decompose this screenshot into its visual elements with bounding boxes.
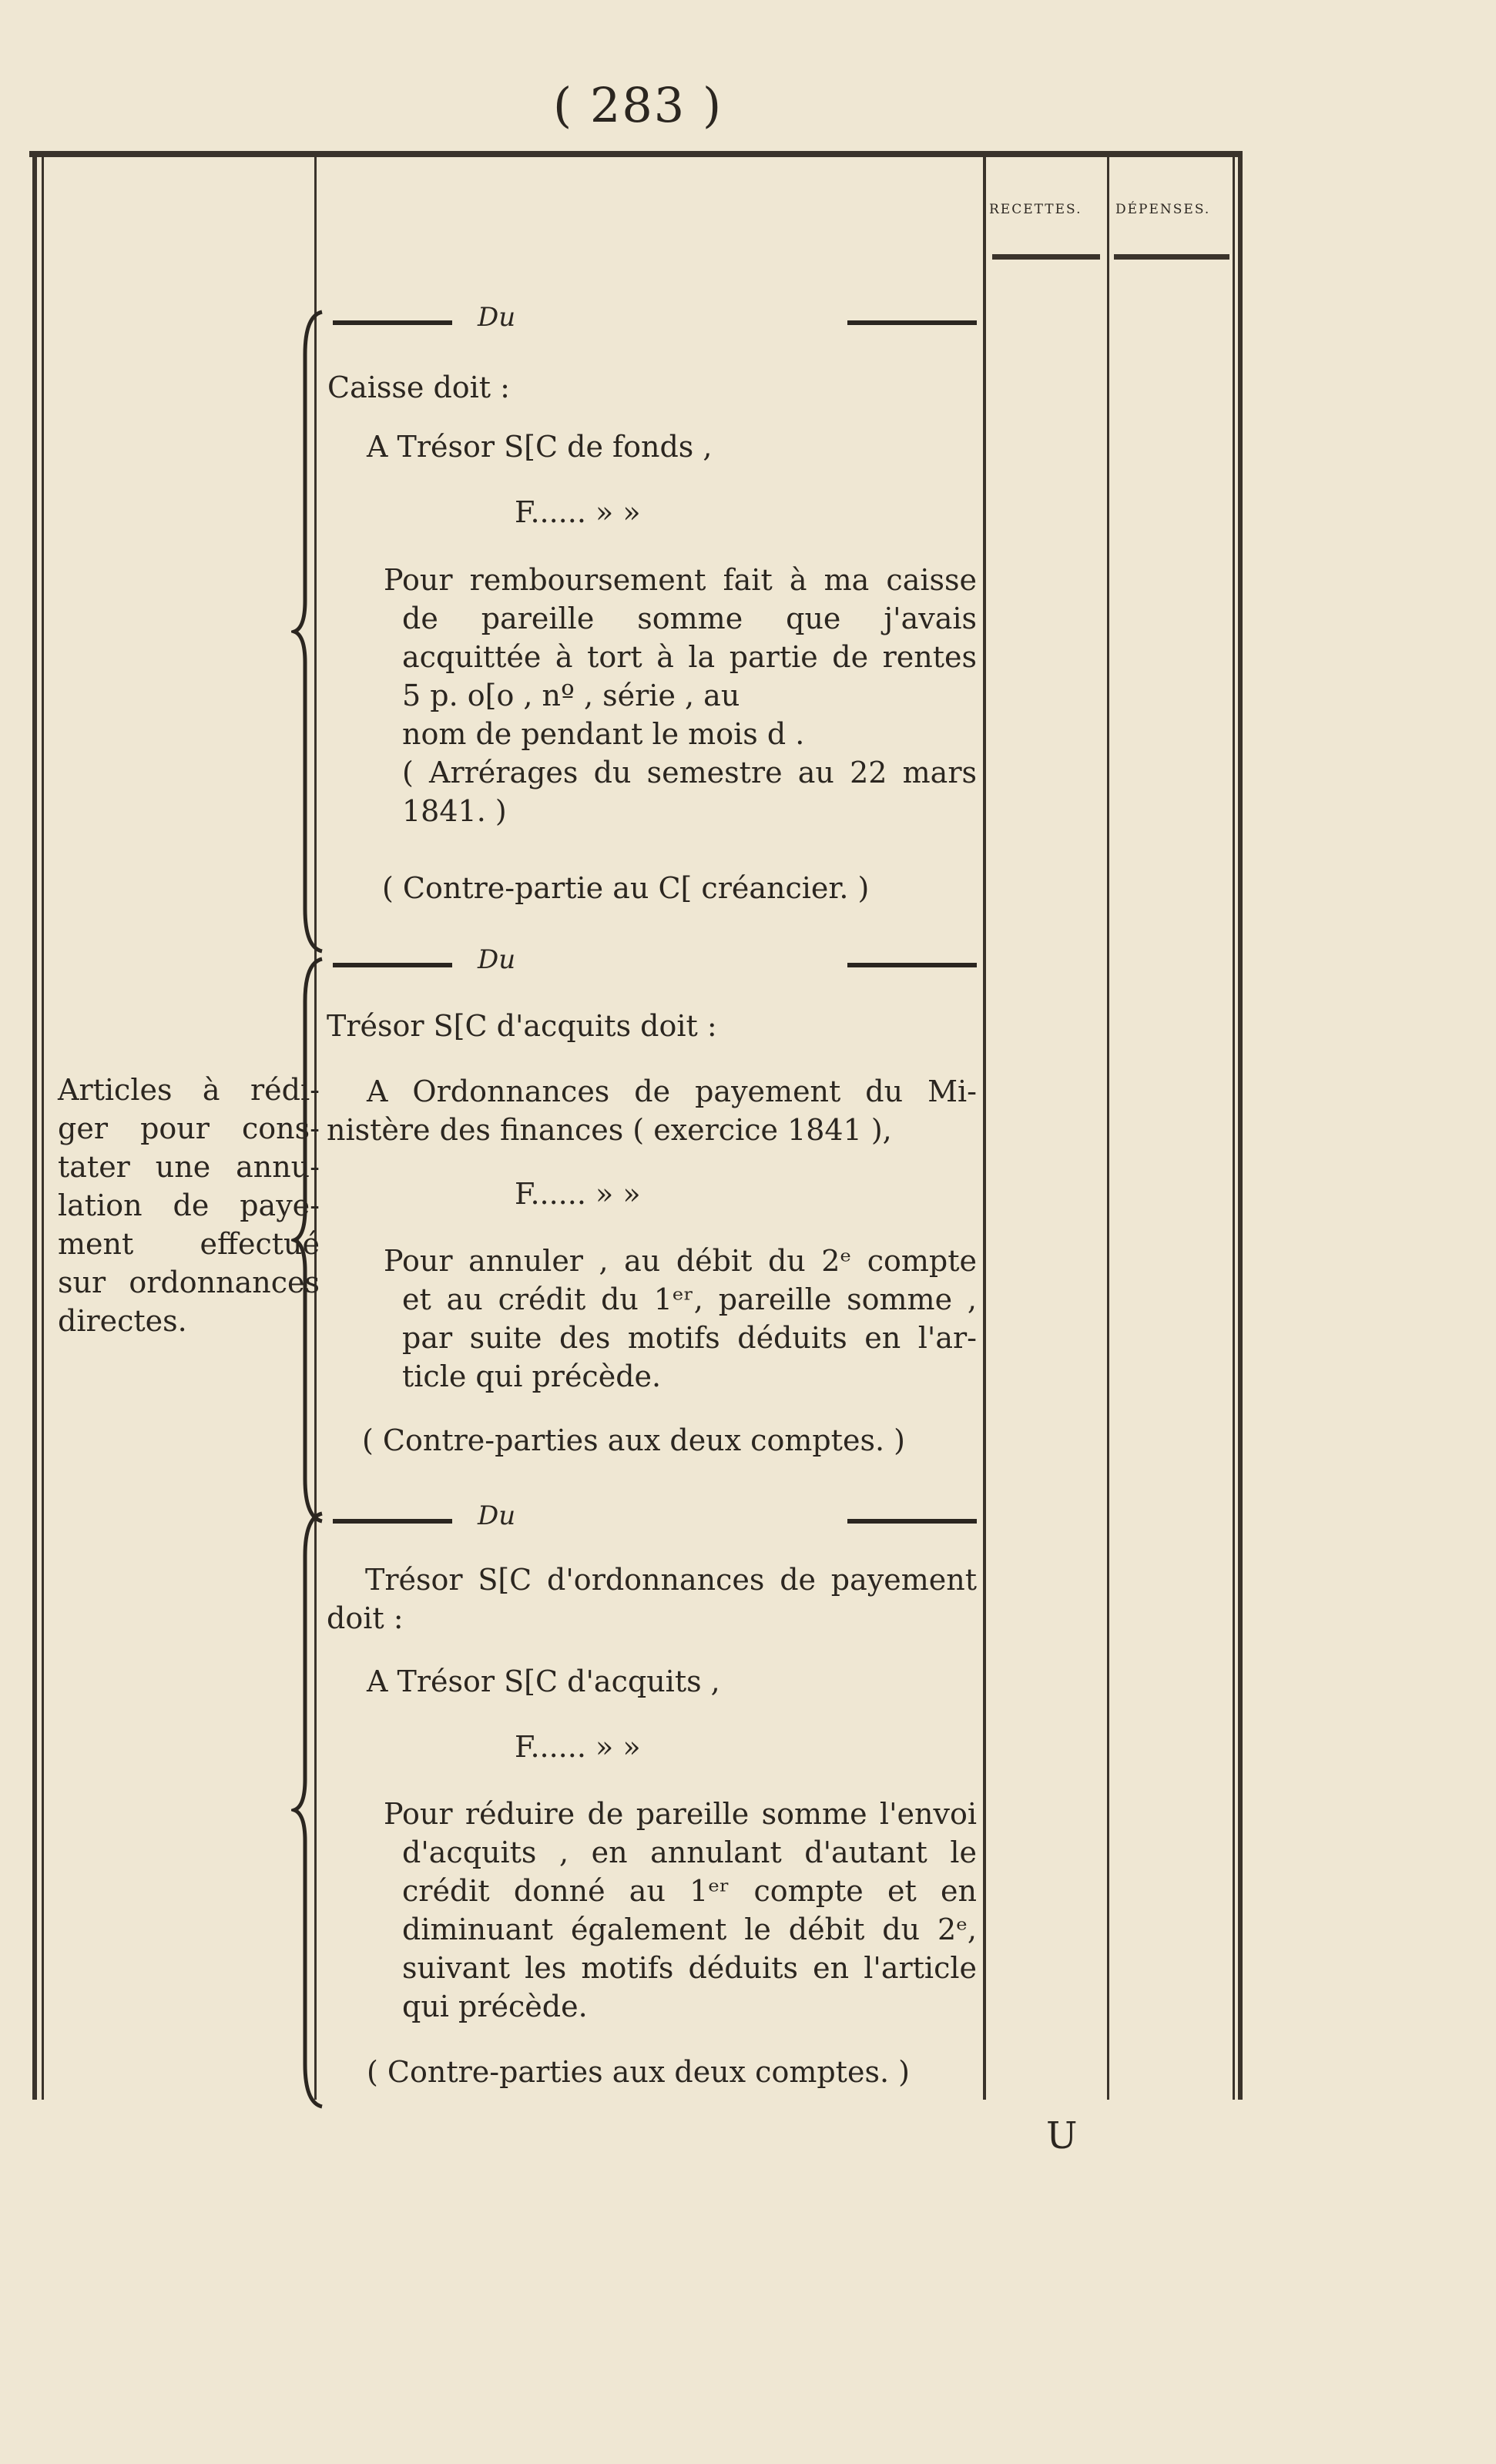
margin-note-line: directes. [58, 1304, 187, 1338]
entry-debtor: Trésor S[C d'acquits doit : [327, 1009, 717, 1043]
margin-note-line: Articles à rédi- [58, 1073, 320, 1107]
explanation-line: Pour annuler , au débit du 2ᵉ compte [384, 1244, 977, 1278]
explanation-line: ( Arrérages du semestre au 22 mars [402, 756, 977, 789]
du-rule-left [333, 963, 452, 967]
entry-counterpart: ( Contre-parties aux deux comptes. ) [367, 2055, 910, 2089]
entry-counterpart: ( Contre-parties aux deux comptes. ) [362, 1423, 905, 1457]
margin-note-line: sur ordonnances [58, 1266, 320, 1299]
du-rule-right [847, 1519, 977, 1524]
du-rule-left [333, 1519, 452, 1524]
entry-creditor-line: nistère des finances ( exercice 1841 ), [327, 1113, 892, 1147]
du-label: Du [478, 302, 516, 333]
entry-debtor: Caisse doit : [327, 370, 510, 404]
right-inner-rule [1233, 151, 1235, 2100]
du-rule-right [847, 320, 977, 325]
explanation-line: qui précède. [402, 1990, 588, 2023]
du-rule-right [847, 963, 977, 967]
explanation-line: acquittée à tort à la partie de rentes [402, 640, 977, 674]
du-label: Du [478, 944, 516, 975]
entry-debtor-line: Trésor S[C d'ordonnances de payement [365, 1563, 977, 1597]
entry-amount: F...... » » [515, 495, 641, 529]
entry-counterpart: ( Contre-partie au C[ créancier. ) [382, 871, 870, 905]
du-rule-left [333, 320, 452, 325]
page-number: ( 283 ) [553, 77, 723, 133]
left-outer-rule [32, 151, 37, 2100]
margin-note-line: lation de paye- [58, 1188, 320, 1222]
left-inner-rule [42, 151, 44, 2100]
du-label: Du [478, 1500, 516, 1531]
margin-note-line: tater une annu- [58, 1150, 320, 1184]
entry-amount: F...... » » [515, 1730, 641, 1764]
depenses-header-underline [1114, 254, 1229, 260]
explanation-line: d'acquits , en annulant d'autant le [402, 1835, 977, 1869]
entry-creditor: A Trésor S[C de fonds , [367, 430, 713, 464]
explanation-line: par suite des motifs déduits en l'ar- [402, 1321, 977, 1355]
margin-note-line: ment effectué [58, 1227, 320, 1261]
right-outer-rule [1238, 151, 1243, 2100]
depenses-header: DÉPENSES. [1115, 202, 1211, 217]
recettes-column-rule [983, 157, 986, 2100]
depenses-column-rule [1107, 157, 1109, 2100]
recettes-header-underline [992, 254, 1100, 260]
explanation-line: 5 p. o[o , nº , série , au [402, 679, 740, 712]
recettes-header: RECETTES. [989, 202, 1082, 217]
explanation-line: crédit donné au 1ᵉʳ compte et en [402, 1874, 977, 1908]
explanation-line: suivant les motifs déduits en l'article [402, 1951, 977, 1985]
explanation-line: Pour réduire de pareille somme l'envoi [384, 1797, 977, 1831]
explanation-line: nom de pendant le mois d . [402, 717, 805, 751]
explanation-line: ticle qui précède. [402, 1359, 662, 1393]
margin-note-line: ger pour cons- [58, 1111, 320, 1145]
explanation-line: 1841. ) [402, 794, 507, 828]
explanation-line: Pour remboursement fait à ma caisse [384, 563, 977, 597]
explanation-line: de pareille somme que j'avais [402, 602, 977, 635]
entry-creditor-line: A Ordonnances de payement du Mi- [367, 1074, 977, 1108]
explanation-line: et au crédit du 1ᵉʳ, pareille somme , [402, 1282, 977, 1316]
explanation-line: diminuant également le débit du 2ᵉ, [402, 1913, 977, 1946]
entry-creditor: A Trésor S[C d'acquits , [367, 1664, 720, 1698]
entry-debtor-line: doit : [327, 1601, 404, 1635]
signature-mark: U [1046, 2114, 1078, 2157]
top-rule [29, 151, 1240, 157]
entry-amount: F...... » » [515, 1177, 641, 1211]
